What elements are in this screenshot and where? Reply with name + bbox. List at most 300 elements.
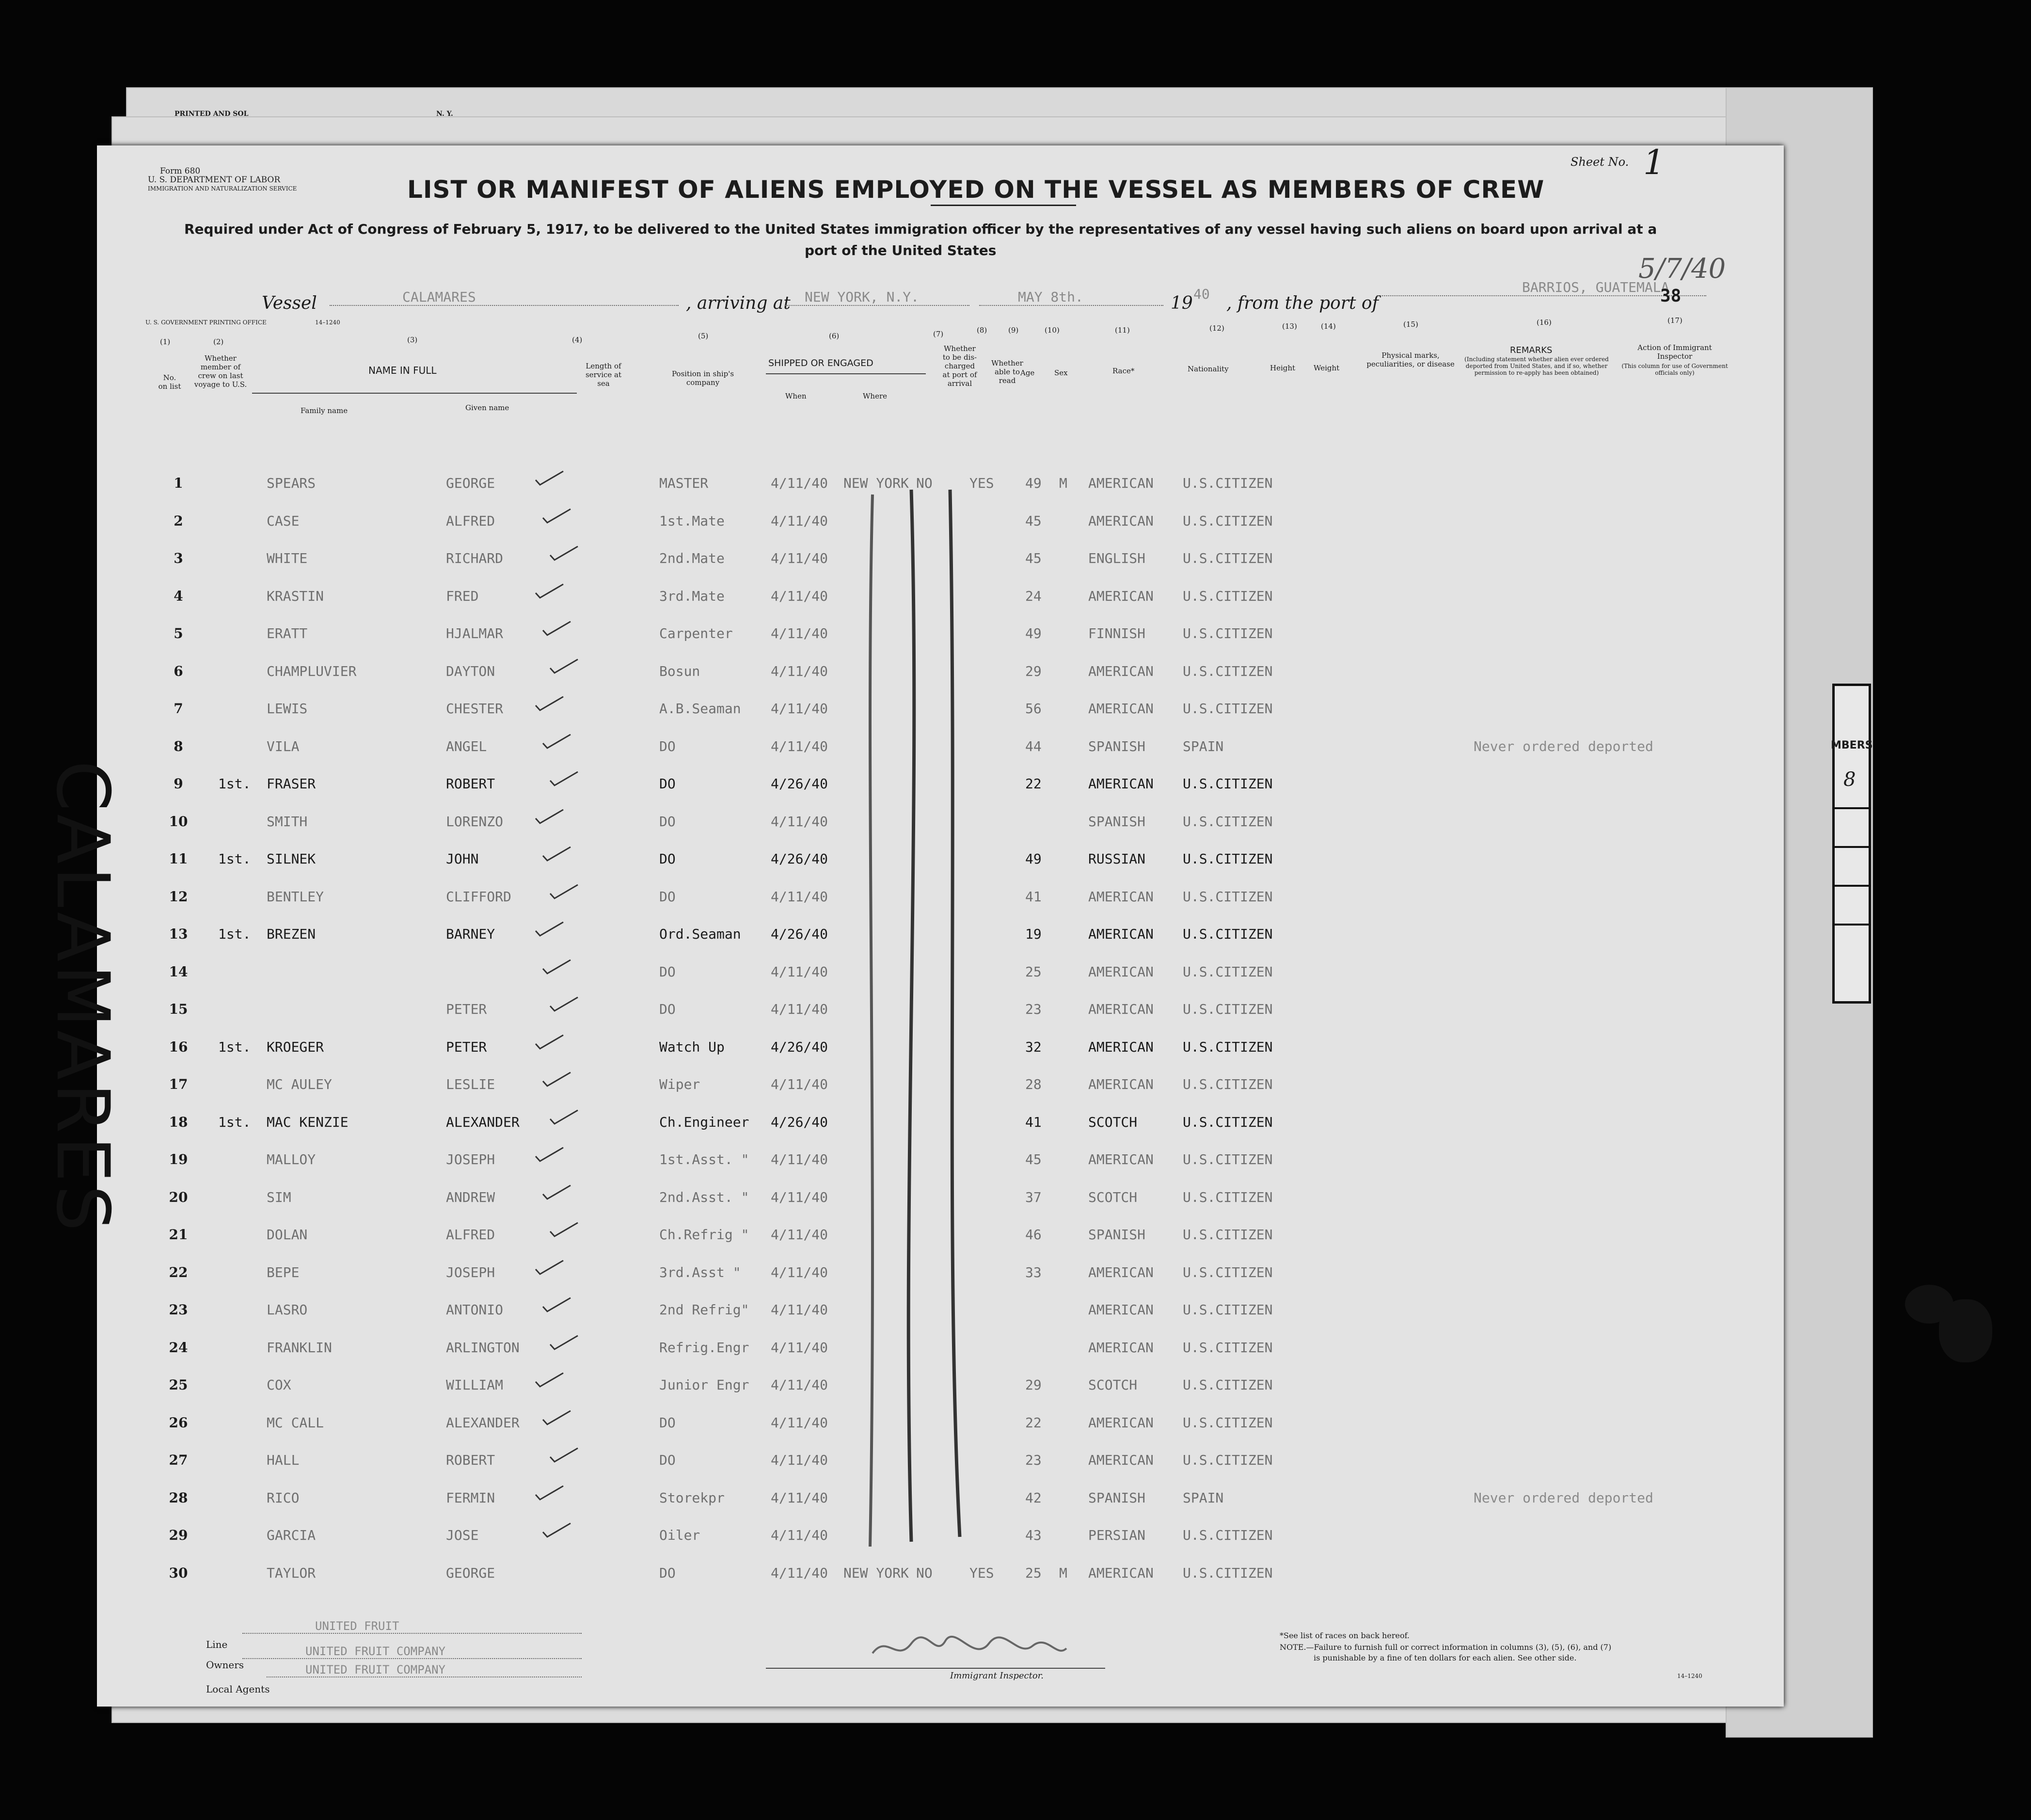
inspector-label: Immigrant Inspector. <box>950 1671 1044 1681</box>
cell-when: 4/11/40 <box>771 1377 828 1393</box>
cell-when: 4/11/40 <box>771 625 828 641</box>
header-where: Where <box>863 392 888 400</box>
cell-nat: SPAIN <box>1183 738 1224 754</box>
check-mark-icon <box>533 582 567 602</box>
column-number: (8) <box>977 326 987 335</box>
cell-position: Ch.Engineer <box>659 1114 749 1130</box>
gpo-line: U. S. GOVERNMENT PRINTING OFFICE <box>145 319 267 326</box>
cell-age: 44 <box>1025 738 1042 754</box>
cell-race: AMERICAN <box>1088 1565 1154 1581</box>
row-number: 20 <box>169 1189 188 1205</box>
row-number: 23 <box>169 1302 188 1318</box>
row-number: 9 <box>174 776 183 792</box>
cell-disch: NO <box>916 1565 933 1581</box>
side-box-rule <box>1835 924 1869 926</box>
row-number: 11 <box>169 851 188 867</box>
service-name: IMMIGRATION AND NATURALIZATION SERVICE <box>148 185 297 192</box>
side-box-count: 8 <box>1843 768 1856 791</box>
column-number: (5) <box>698 332 709 340</box>
cell-nat: U.S.CITIZEN <box>1183 963 1273 980</box>
cell-position: DO <box>659 1414 676 1431</box>
cell-position: DO <box>659 1565 676 1581</box>
cell-when: 4/11/40 <box>771 1227 828 1243</box>
year-suffix: 40 <box>1193 286 1210 302</box>
header-given-name: Given name <box>465 403 509 412</box>
check-mark-icon <box>548 883 582 902</box>
owners-label: Owners <box>206 1659 244 1671</box>
header-nationality: Nationality <box>1188 365 1229 373</box>
cell-when: 4/11/40 <box>771 1264 828 1280</box>
vessel-name: CALAMARES <box>330 289 679 306</box>
cell-when: 4/11/40 <box>771 1527 828 1543</box>
cell-nat: U.S.CITIZEN <box>1183 926 1273 942</box>
cell-sex: M <box>1059 475 1067 491</box>
cell-where: NEW YORK <box>843 1565 909 1581</box>
cell-position: 3rd.Mate <box>659 588 725 604</box>
cell-race: SPANISH <box>1088 1227 1146 1243</box>
cell-age: 56 <box>1025 701 1042 717</box>
cell-position: Oiler <box>659 1527 700 1543</box>
header-sex: Sex <box>1054 368 1068 377</box>
column-number: (17) <box>1667 316 1682 325</box>
cell-given: ANDREW <box>446 1189 495 1205</box>
page-title: LIST OR MANIFEST OF ALIENS EMPLOYED ON THE VESSEL AS MEMBERS OF CREW <box>407 176 1545 204</box>
cell-age: 46 <box>1025 1227 1042 1243</box>
cell-disch: NO <box>916 475 933 491</box>
row-number: 13 <box>169 926 188 942</box>
check-mark-icon <box>533 1033 567 1053</box>
header-name-in-full: NAME IN FULL <box>368 365 437 376</box>
cell-when: 4/11/40 <box>771 1001 828 1017</box>
cell-position: DO <box>659 888 676 905</box>
cell-age: 42 <box>1025 1489 1042 1506</box>
page-subtitle-2: port of the United States <box>805 242 997 258</box>
cell-nat: U.S.CITIZEN <box>1183 1227 1273 1243</box>
cell-age: 22 <box>1025 776 1042 792</box>
cell-when: 4/11/40 <box>771 1076 828 1092</box>
cell-race: AMERICAN <box>1088 1038 1154 1055</box>
cell-race: AMERICAN <box>1088 1302 1154 1318</box>
row-number: 25 <box>169 1377 188 1393</box>
header-physical-marks: Physical marks, peculiarities, or disease <box>1366 351 1455 368</box>
cell-when: 4/11/40 <box>771 512 828 529</box>
row-number: 28 <box>169 1489 188 1506</box>
cell-family: HALL <box>267 1452 300 1468</box>
cell-when: 4/11/40 <box>771 588 828 604</box>
cell-age: 37 <box>1025 1189 1042 1205</box>
header-race: Race* <box>1112 367 1135 375</box>
check-mark-icon <box>533 1259 567 1278</box>
cell-given: PETER <box>446 1001 487 1017</box>
check-mark-icon <box>548 1108 582 1128</box>
cell-age: 25 <box>1025 963 1042 980</box>
cell-when: 4/11/40 <box>771 1302 828 1318</box>
cell-when: 4/11/40 <box>771 963 828 980</box>
cell-position: Junior Engr <box>659 1377 749 1393</box>
cell-age: 28 <box>1025 1076 1042 1092</box>
from-label: , from the port of <box>1226 293 1379 313</box>
cell-when: 4/11/40 <box>771 1189 828 1205</box>
cell-age: 45 <box>1025 512 1042 529</box>
line-value: UNITED FRUIT <box>242 1619 582 1634</box>
cell-position: 1st.Mate <box>659 512 725 529</box>
row-number: 26 <box>169 1414 188 1431</box>
check-mark-icon <box>548 544 582 564</box>
cell-position: DO <box>659 851 676 867</box>
cell-given: BARNEY <box>446 926 495 942</box>
cell-race: SPANISH <box>1088 1489 1146 1506</box>
column-number: (7) <box>933 330 944 338</box>
cell-age: 41 <box>1025 888 1042 905</box>
cell-when: 4/11/40 <box>771 701 828 717</box>
header-shipped-or-engaged: SHIPPED OR ENGAGED <box>768 358 873 368</box>
cell-given: ALEXANDER <box>446 1414 520 1431</box>
header-action-note: (This column for use of Government officials only) <box>1621 363 1728 376</box>
cell-given: FERMIN <box>446 1489 495 1506</box>
cell-given: LORENZO <box>446 813 504 830</box>
footnote-races: *See list of races on back hereof. <box>1280 1631 1410 1640</box>
header-position: Position in ship's company <box>671 369 734 387</box>
cell-when: 4/11/40 <box>771 738 828 754</box>
side-box-rule <box>1835 807 1869 809</box>
cell-family: FRANKLIN <box>267 1339 332 1356</box>
check-mark-icon <box>540 1070 574 1090</box>
cell-position: DO <box>659 776 676 792</box>
cell-age: 41 <box>1025 1114 1042 1130</box>
cell-family: SPEARS <box>267 475 316 491</box>
cell-nat: U.S.CITIZEN <box>1183 851 1273 867</box>
cell-position: DO <box>659 1452 676 1468</box>
cell-position: Storekpr <box>659 1489 725 1506</box>
form-number: Form 680 <box>160 166 201 176</box>
gpo-number: 14–1240 <box>315 319 340 326</box>
cell-given: ALEXANDER <box>446 1114 520 1130</box>
form-code: 14–1240 <box>1677 1673 1702 1679</box>
cell-family: KRASTIN <box>267 588 324 604</box>
cell-position: Ch.Refrig " <box>659 1227 749 1243</box>
check-mark-icon <box>540 733 574 752</box>
row-number: 21 <box>169 1227 188 1243</box>
column-number: (15) <box>1403 320 1418 329</box>
column-number: (10) <box>1045 326 1060 335</box>
cell-position: A.B.Seaman <box>659 701 741 717</box>
cell-race: PERSIAN <box>1088 1527 1146 1543</box>
cell-family: MC AULEY <box>267 1076 332 1092</box>
cell-family: GARCIA <box>267 1527 316 1543</box>
side-box-rule <box>1835 846 1869 848</box>
cell-nat: U.S.CITIZEN <box>1183 1339 1273 1356</box>
cell-age: 25 <box>1025 1565 1042 1581</box>
cell-age: 33 <box>1025 1264 1042 1280</box>
column-number: (1) <box>160 337 171 346</box>
cell-family: ERATT <box>267 625 308 641</box>
row-number: 30 <box>169 1565 188 1581</box>
cell-given: JOSE <box>446 1527 479 1543</box>
cell-nat: U.S.CITIZEN <box>1183 1076 1273 1092</box>
side-member-box <box>1832 684 1871 1004</box>
cell-position: 3rd.Asst " <box>659 1264 741 1280</box>
cell-race: AMERICAN <box>1088 1151 1154 1167</box>
cell-prev: 1st. <box>218 851 251 867</box>
arriving-label: , arriving at <box>686 293 791 313</box>
page-count: 38 <box>1660 286 1682 306</box>
cell-nat: U.S.CITIZEN <box>1183 776 1273 792</box>
cell-nat: U.S.CITIZEN <box>1183 1001 1273 1017</box>
cell-position: Wiper <box>659 1076 700 1092</box>
cell-given: ALFRED <box>446 512 495 529</box>
header-weight: Weight <box>1314 364 1340 372</box>
header-able-to-read: Whether able to read <box>991 359 1023 385</box>
check-mark-icon <box>533 1146 567 1165</box>
row-number: 14 <box>169 963 188 980</box>
cell-position: DO <box>659 813 676 830</box>
cell-nat: U.S.CITIZEN <box>1183 701 1273 717</box>
cell-race: AMERICAN <box>1088 1452 1154 1468</box>
sheet-number-label: Sheet No. <box>1571 155 1629 169</box>
cell-given: DAYTON <box>446 663 495 679</box>
cell-given: ALFRED <box>446 1227 495 1243</box>
cell-age: 49 <box>1025 475 1042 491</box>
cell-age: 29 <box>1025 1377 1042 1393</box>
cell-race: AMERICAN <box>1088 1414 1154 1431</box>
cell-nat: U.S.CITIZEN <box>1183 625 1273 641</box>
cell-family: KROEGER <box>267 1038 324 1055</box>
cell-position: Ord.Seaman <box>659 926 741 942</box>
cell-race: AMERICAN <box>1088 663 1154 679</box>
side-box-rule <box>1835 885 1869 887</box>
cell-race: AMERICAN <box>1088 512 1154 529</box>
row-number: 29 <box>169 1527 188 1543</box>
cell-position: Bosun <box>659 663 700 679</box>
cell-age: 49 <box>1025 851 1042 867</box>
cell-when: 4/11/40 <box>771 1452 828 1468</box>
cell-family: SMITH <box>267 813 308 830</box>
cell-position: 2nd.Asst. " <box>659 1189 749 1205</box>
cell-age: 32 <box>1025 1038 1042 1055</box>
column-number: (2) <box>213 337 224 346</box>
cell-nat: U.S.CITIZEN <box>1183 888 1273 905</box>
cell-race: AMERICAN <box>1088 776 1154 792</box>
cell-remark: Never ordered deported <box>1474 738 1653 754</box>
cell-given: JOSEPH <box>446 1151 495 1167</box>
cell-race: SPANISH <box>1088 813 1146 830</box>
cell-when: 4/11/40 <box>771 663 828 679</box>
cell-position: DO <box>659 738 676 754</box>
cell-nat: U.S.CITIZEN <box>1183 550 1273 566</box>
cell-family: SIM <box>267 1189 291 1205</box>
cell-prev: 1st. <box>218 1114 251 1130</box>
cell-read: YES <box>969 475 994 491</box>
cell-given: ANGEL <box>446 738 487 754</box>
cell-race: AMERICAN <box>1088 1001 1154 1017</box>
cell-position: Carpenter <box>659 625 733 641</box>
cell-age: 29 <box>1025 663 1042 679</box>
row-number: 19 <box>169 1151 188 1167</box>
cell-family: FRASER <box>267 776 316 792</box>
check-mark-icon <box>540 958 574 977</box>
cell-age: 45 <box>1025 1151 1042 1167</box>
row-number: 7 <box>174 701 183 717</box>
inspector-rule <box>766 1668 1105 1669</box>
cell-when: 4/11/40 <box>771 1565 828 1581</box>
cell-race: SCOTCH <box>1088 1377 1138 1393</box>
row-number: 27 <box>169 1452 188 1468</box>
cell-given: WILLIAM <box>446 1377 504 1393</box>
cell-race: SPANISH <box>1088 738 1146 754</box>
cell-family: CASE <box>267 512 300 529</box>
cell-nat: U.S.CITIZEN <box>1183 1452 1273 1468</box>
cell-family: SILNEK <box>267 851 316 867</box>
cell-prev: 1st. <box>218 926 251 942</box>
cell-prev: 1st. <box>218 1038 251 1055</box>
column-number: (14) <box>1321 322 1336 331</box>
cell-read: YES <box>969 1565 994 1581</box>
printer-line: PRINTED AND SOL <box>175 110 249 118</box>
cell-nat: U.S.CITIZEN <box>1183 1038 1273 1055</box>
cell-family: DOLAN <box>267 1227 308 1243</box>
name-header-rule <box>252 393 577 394</box>
ink-blot <box>1939 1299 1992 1362</box>
cell-age: 24 <box>1025 588 1042 604</box>
column-number: (4) <box>572 335 583 344</box>
cell-age: 19 <box>1025 926 1042 942</box>
cell-family: MALLOY <box>267 1151 316 1167</box>
cell-position: Refrig.Engr <box>659 1339 749 1356</box>
check-mark-icon <box>540 1409 574 1428</box>
cell-when: 4/11/40 <box>771 1414 828 1431</box>
footnote-penalty: NOTE.—Failure to furnish full or correct information in columns (3), (5), (6), and (7) <box>1280 1643 1612 1652</box>
check-mark-icon <box>540 1183 574 1203</box>
cell-race: RUSSIAN <box>1088 851 1146 867</box>
handwritten-date: 5/7/40 <box>1638 253 1726 285</box>
cell-given: JOSEPH <box>446 1264 495 1280</box>
row-number: 10 <box>169 813 188 830</box>
row-number: 17 <box>169 1076 188 1092</box>
title-rule <box>931 205 1076 206</box>
header-remarks: REMARKS <box>1510 345 1553 355</box>
cell-nat: U.S.CITIZEN <box>1183 813 1273 830</box>
cell-age: 23 <box>1025 1001 1042 1017</box>
cell-race: AMERICAN <box>1088 888 1154 905</box>
header-when: When <box>785 392 807 400</box>
check-mark-icon <box>533 1484 567 1503</box>
cell-prev: 1st. <box>218 776 251 792</box>
manifest-sheet <box>97 145 1784 1707</box>
check-mark-icon <box>540 507 574 527</box>
check-mark-icon <box>548 1221 582 1240</box>
cell-family: TAYLOR <box>267 1565 316 1581</box>
line-label: Line <box>206 1639 228 1650</box>
cell-nat: U.S.CITIZEN <box>1183 588 1273 604</box>
page-subtitle: Required under Act of Congress of February 5, 1917, to be delivered to the United States immigration officer by the representatives of any vessel having such aliens on board upon arrival at a <box>184 221 1657 237</box>
inspector-signature <box>863 1624 1076 1668</box>
check-mark-icon <box>540 845 574 864</box>
cell-race: AMERICAN <box>1088 588 1154 604</box>
cell-position: MASTER <box>659 475 709 491</box>
footnote-penalty-2: is punishable by a fine of ten dollars for each alien. See other side. <box>1314 1653 1577 1662</box>
check-mark-icon <box>533 469 567 489</box>
cell-nat: U.S.CITIZEN <box>1183 1414 1273 1431</box>
check-mark-icon <box>533 1371 567 1390</box>
cell-given: PETER <box>446 1038 487 1055</box>
cell-nat: U.S.CITIZEN <box>1183 1264 1273 1280</box>
cell-when: 4/11/40 <box>771 1339 828 1356</box>
cell-when: 4/26/40 <box>771 851 828 867</box>
cell-nat: SPAIN <box>1183 1489 1224 1506</box>
check-mark-icon <box>548 657 582 677</box>
cell-family: BENTLEY <box>267 888 324 905</box>
cell-family: WHITE <box>267 550 308 566</box>
cell-given: ANTONIO <box>446 1302 504 1318</box>
local-agents-label: Local Agents <box>206 1683 270 1695</box>
cell-race: AMERICAN <box>1088 926 1154 942</box>
row-number: 8 <box>174 738 183 754</box>
owners-value: UNITED FRUIT COMPANY <box>242 1644 582 1659</box>
cell-family: RICO <box>267 1489 300 1506</box>
column-number: (6) <box>829 332 840 340</box>
cell-given: LESLIE <box>446 1076 495 1092</box>
sheet-number: 1 <box>1643 143 1665 182</box>
local-agents-value: UNITED FRUIT COMPANY <box>267 1663 582 1677</box>
cell-position: 2nd Refrig" <box>659 1302 749 1318</box>
row-number: 1 <box>174 475 183 491</box>
check-mark-icon <box>548 1334 582 1353</box>
check-mark-icon <box>548 1446 582 1466</box>
cell-when: 4/26/40 <box>771 1038 828 1055</box>
cell-family: BREZEN <box>267 926 316 942</box>
cell-race: AMERICAN <box>1088 1264 1154 1280</box>
ditto-lines <box>848 480 1003 1556</box>
cell-position: Watch Up <box>659 1038 725 1055</box>
cell-family: MC CALL <box>267 1414 324 1431</box>
cell-when: 4/11/40 <box>771 1489 828 1506</box>
column-number: (13) <box>1282 322 1297 331</box>
cell-race: FINNISH <box>1088 625 1146 641</box>
check-mark-icon <box>548 770 582 789</box>
cell-nat: U.S.CITIZEN <box>1183 512 1273 529</box>
check-mark-icon <box>533 920 567 940</box>
row-number: 3 <box>174 550 183 566</box>
row-number: 16 <box>169 1038 188 1055</box>
cell-nat: U.S.CITIZEN <box>1183 663 1273 679</box>
cell-nat: U.S.CITIZEN <box>1183 1377 1273 1393</box>
column-number: (3) <box>407 335 418 344</box>
cell-when: 4/11/40 <box>771 813 828 830</box>
cell-when: 4/26/40 <box>771 1114 828 1130</box>
cell-race: AMERICAN <box>1088 1076 1154 1092</box>
cell-family: COX <box>267 1377 291 1393</box>
cell-when: 4/26/40 <box>771 926 828 942</box>
cell-given: ROBERT <box>446 1452 495 1468</box>
cell-given: FRED <box>446 588 479 604</box>
cell-position: 2nd.Mate <box>659 550 725 566</box>
printer-place: N. Y. <box>436 110 453 118</box>
cell-age: 45 <box>1025 550 1042 566</box>
check-mark-icon <box>548 995 582 1015</box>
column-number: (9) <box>1008 326 1019 335</box>
cell-family: VILA <box>267 738 300 754</box>
side-box-label: MBERS <box>1831 739 1873 751</box>
cell-when: 4/11/40 <box>771 475 828 491</box>
cell-sex: M <box>1059 1565 1067 1581</box>
check-mark-icon <box>533 808 567 827</box>
check-mark-icon <box>540 1521 574 1541</box>
header-age: Age <box>1020 368 1035 377</box>
cell-family: BEPE <box>267 1264 300 1280</box>
shipped-header-rule <box>766 373 926 374</box>
cell-given: ARLINGTON <box>446 1339 520 1356</box>
cell-given: CHESTER <box>446 701 504 717</box>
